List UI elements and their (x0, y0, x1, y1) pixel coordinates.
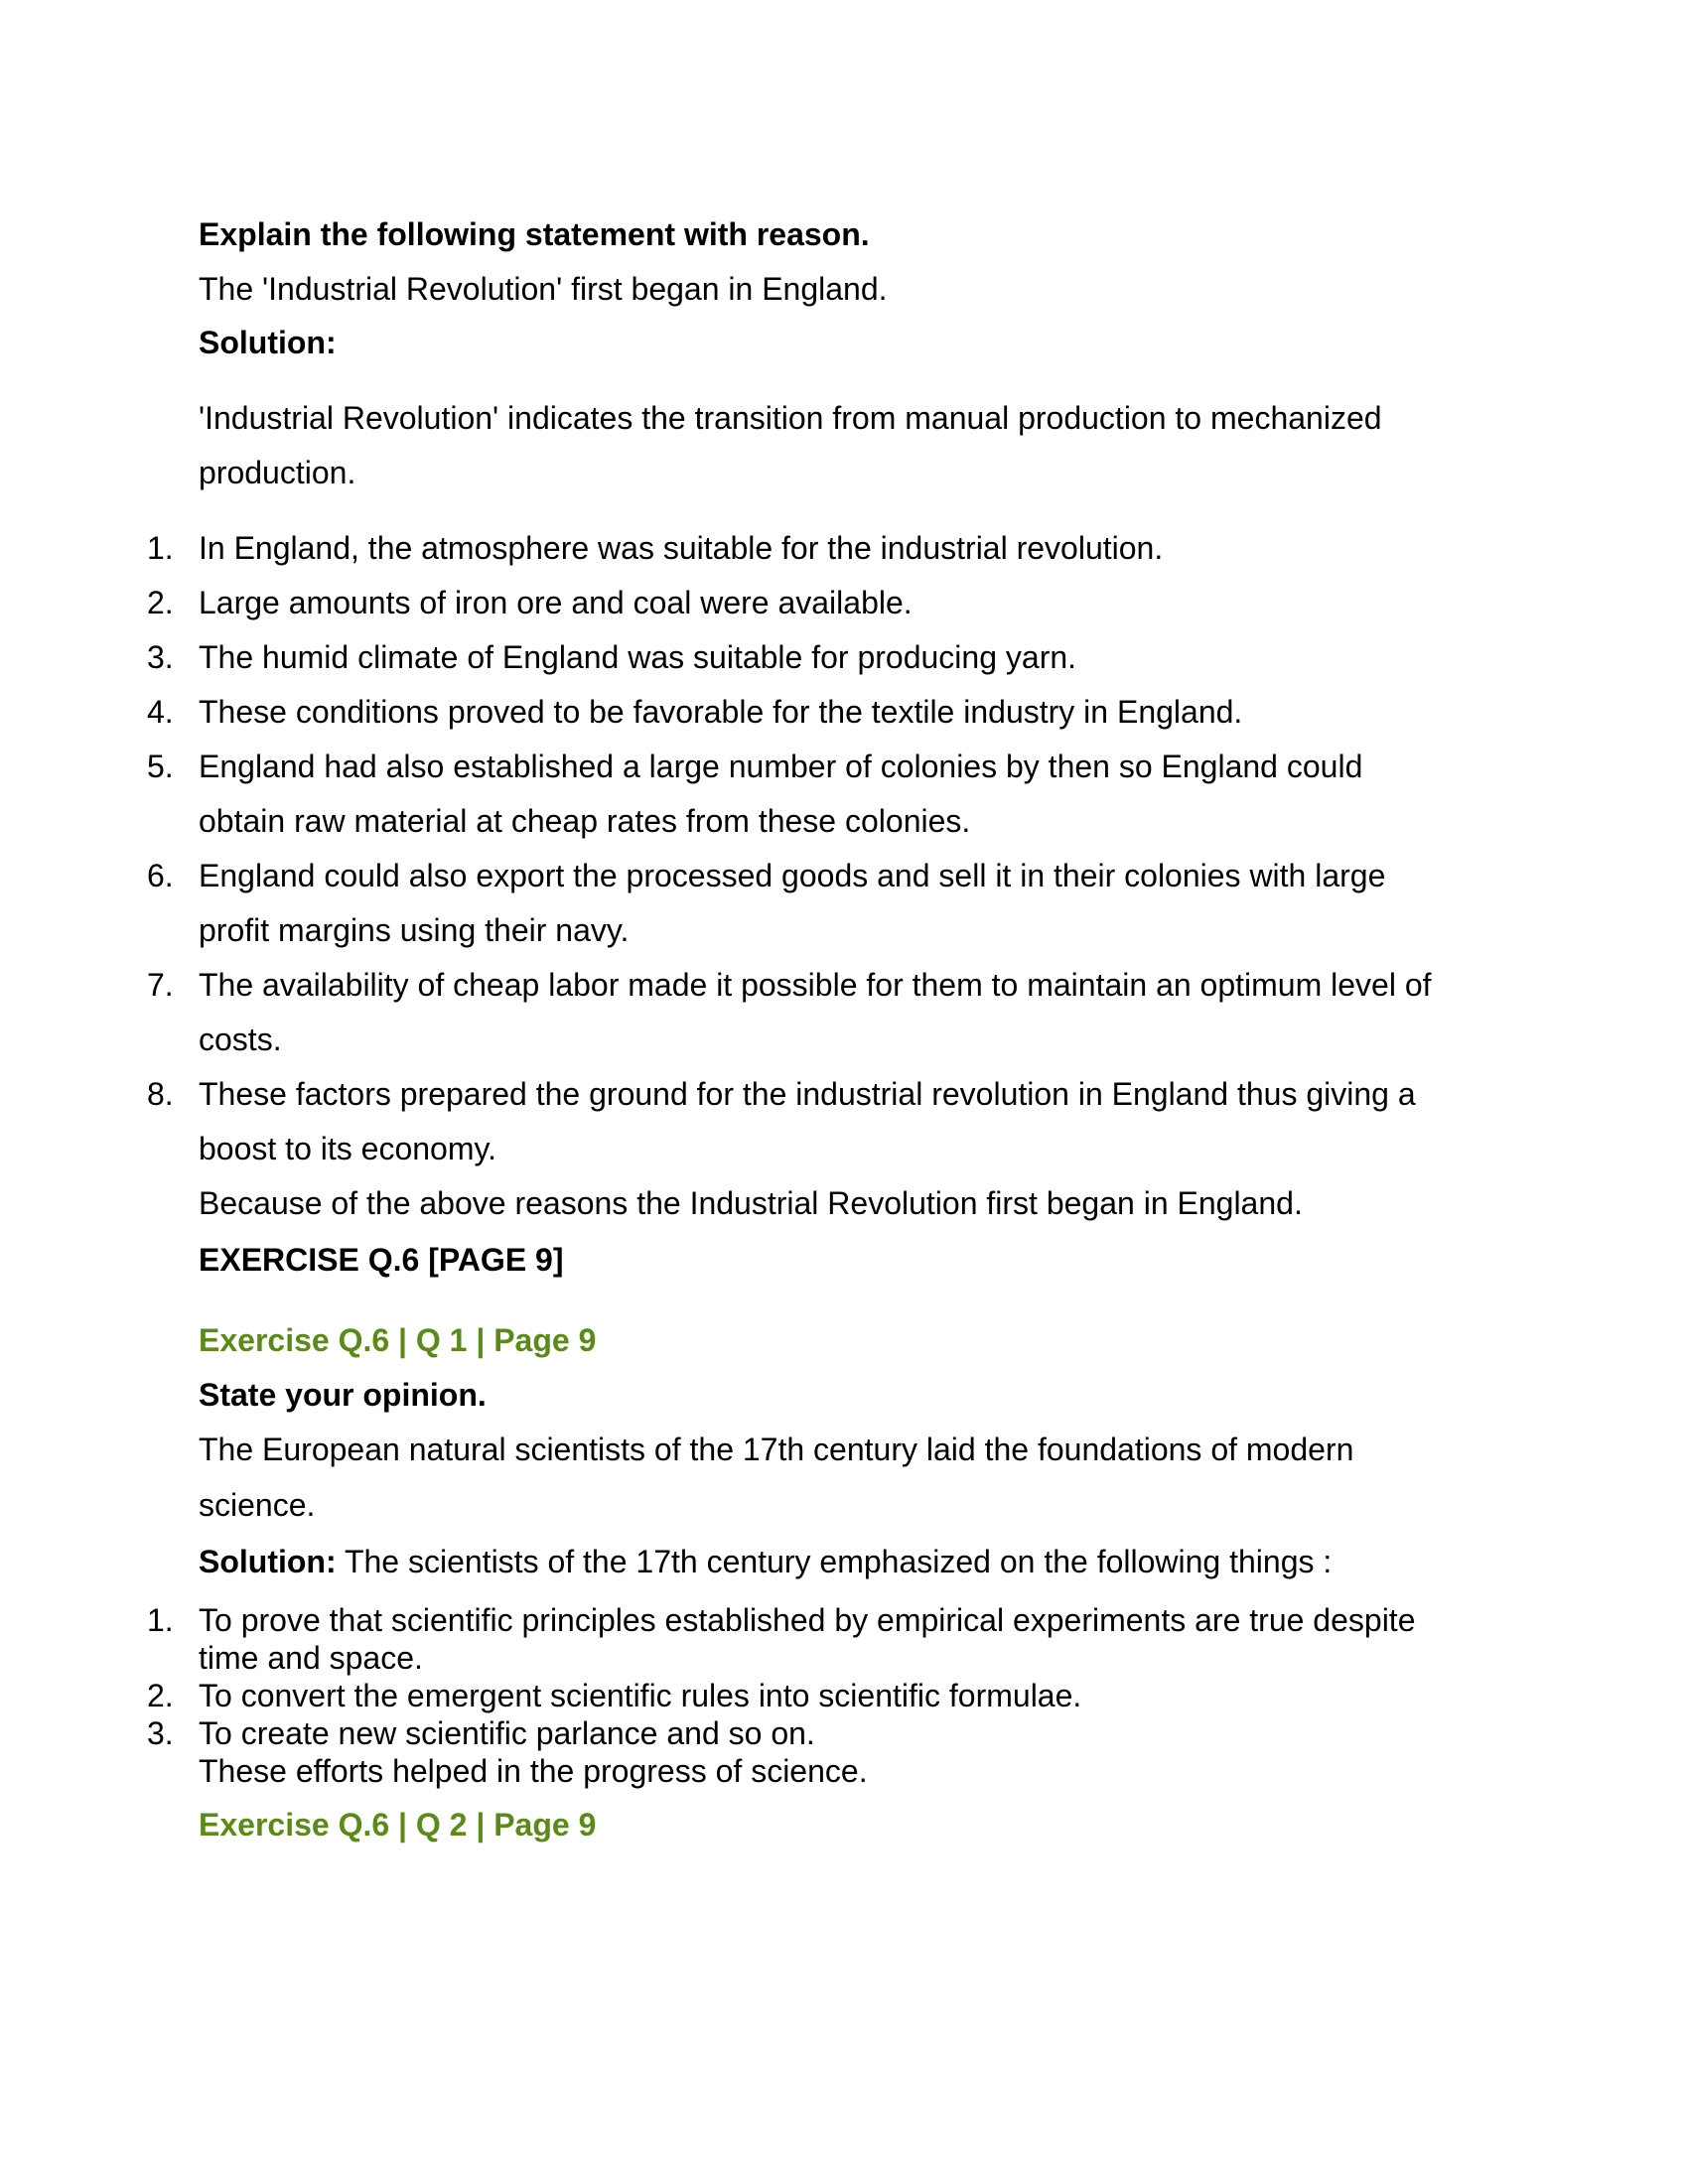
list-item: Large amounts of iron ore and coal were available. (199, 585, 913, 620)
list-item-continuation: costs. (199, 1022, 282, 1057)
list-number: 3. (147, 1715, 174, 1751)
list-item-continuation: profit margins using their navy. (199, 912, 630, 948)
list-number: 5. (147, 749, 174, 784)
list-number: 6. (147, 858, 174, 893)
list-number: 1. (147, 1602, 174, 1638)
solution-conclusion: Because of the above reasons the Industrial Revolution first began in England. (199, 1185, 1303, 1221)
solution-label: Solution: (199, 1544, 337, 1579)
list-item: England could also export the processed goods and sell it in their colonies with large (199, 858, 1386, 893)
exercise-q2-link[interactable]: Exercise Q.6 | Q 2 | Page 9 (199, 1807, 597, 1843)
solution-intro-line-1: 'Industrial Revolution' indicates the transition from manual production to mechanized (199, 400, 1382, 436)
list-item-continuation: time and space. (199, 1640, 423, 1676)
solution-intro-line-2: production. (199, 455, 356, 490)
question-prompt: State your opinion. (199, 1377, 487, 1413)
list-number: 4. (147, 694, 174, 730)
list-number: 1. (147, 530, 174, 566)
question-prompt: Explain the following statement with reason. (199, 216, 870, 252)
list-number: 2. (147, 1678, 174, 1713)
list-number: 7. (147, 967, 174, 1003)
list-item: The availability of cheap labor made it possible for them to maintain an optimum level of (199, 967, 1432, 1003)
list-item: To prove that scientific principles established by empirical experiments are true despite (199, 1602, 1416, 1638)
list-item: To convert the emergent scientific rules into scientific formulae. (199, 1678, 1082, 1713)
list-number: 8. (147, 1076, 174, 1112)
list-item-continuation: boost to its economy. (199, 1131, 496, 1166)
list-number: 3. (147, 639, 174, 675)
list-item: These factors prepared the ground for the industrial revolution in England thus giving a (199, 1076, 1416, 1112)
exercise-heading: EXERCISE Q.6 [PAGE 9] (199, 1242, 564, 1278)
list-item: These conditions proved to be favorable for the textile industry in England. (199, 694, 1243, 730)
list-number: 2. (147, 585, 174, 620)
exercise-q1-link[interactable]: Exercise Q.6 | Q 1 | Page 9 (199, 1322, 597, 1358)
solution-text: The scientists of the 17th century emphasized on the following things : (336, 1544, 1333, 1579)
question-statement-line-1: The European natural scientists of the 17th century laid the foundations of modern (199, 1432, 1354, 1467)
list-item-continuation: obtain raw material at cheap rates from these colonies. (199, 803, 971, 839)
list-item: To create new scientific parlance and so on. (199, 1715, 815, 1751)
question-statement-line-2: science. (199, 1487, 316, 1523)
solution-conclusion: These efforts helped in the progress of science. (199, 1753, 868, 1789)
list-item: The humid climate of England was suitable for producing yarn. (199, 639, 1077, 675)
solution-paragraph (199, 1542, 1332, 1581)
list-item: England had also established a large number of colonies by then so England could (199, 749, 1363, 784)
question-statement: The 'Industrial Revolution' first began in England. (199, 271, 888, 307)
list-item: In England, the atmosphere was suitable for the industrial revolution. (199, 530, 1164, 566)
solution-label: Solution: (199, 325, 337, 360)
